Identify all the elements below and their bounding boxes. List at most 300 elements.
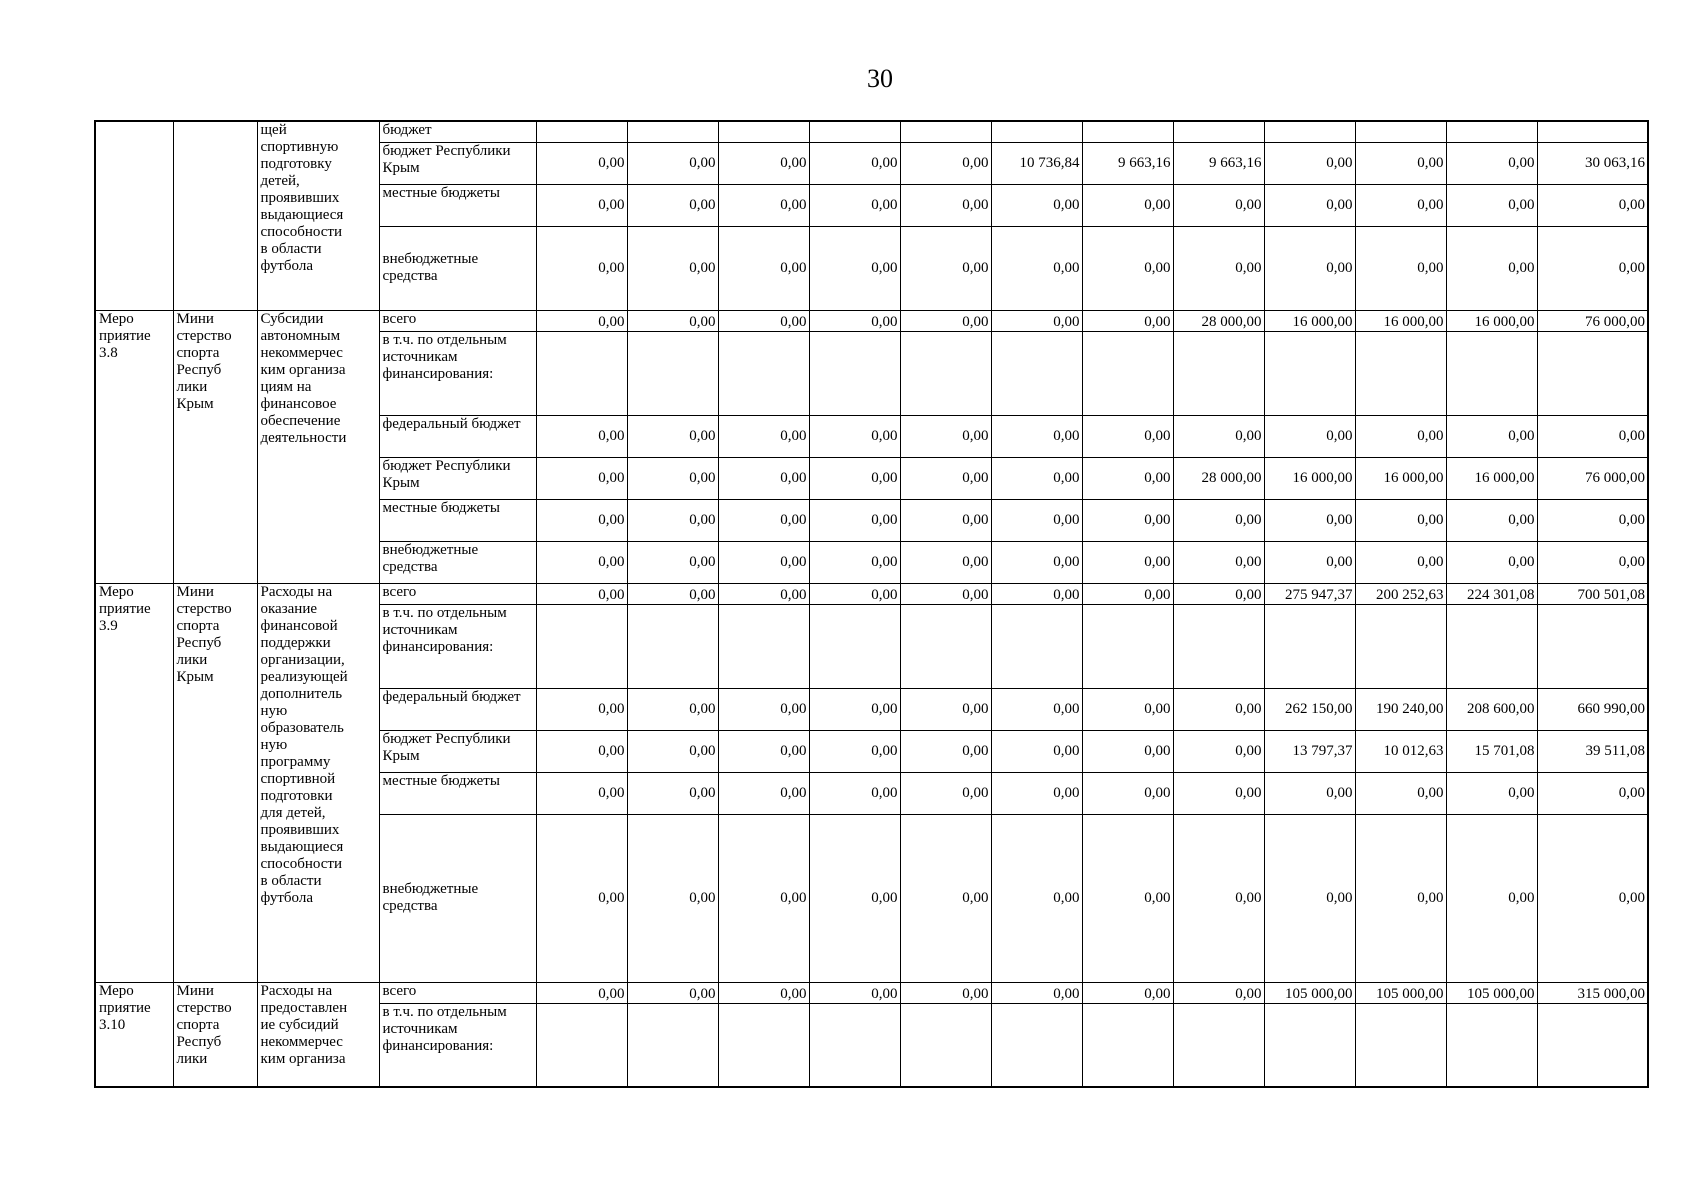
funding-source: в т.ч. по отдельным источникам финансирования: [379, 1003, 536, 1087]
measure-number: Меро [99, 982, 134, 999]
value-cell: 0,00 [536, 772, 627, 814]
value-cell: 0,00 [1173, 541, 1264, 583]
value-cell: 30 063,16 [1537, 142, 1648, 184]
value-cell: 0,00 [900, 142, 991, 184]
measure-number-cell [95, 310, 173, 583]
measure-name: ную [260, 702, 288, 719]
value-cell [536, 1003, 627, 1087]
measure-number: приятие [99, 999, 151, 1016]
executor-name: Крым [176, 668, 214, 685]
value-cell: 262 150,00 [1264, 688, 1355, 730]
value-cell: 0,00 [1537, 541, 1648, 583]
value-cell: 0,00 [900, 415, 991, 457]
value-cell: 0,00 [1537, 415, 1648, 457]
value-cell [809, 1003, 900, 1087]
value-cell: 0,00 [1173, 982, 1264, 1003]
measure-number: Меро [99, 310, 134, 327]
value-cell: 16 000,00 [1355, 310, 1446, 331]
value-cell [1082, 604, 1173, 688]
measure-name: выдающиеся [260, 207, 344, 223]
value-cell: 0,00 [1173, 688, 1264, 730]
value-cell [718, 121, 809, 142]
value-cell: 0,00 [900, 730, 991, 772]
funding-source: бюджет Республики Крым [379, 730, 536, 772]
value-cell: 0,00 [991, 583, 1082, 604]
measure-name: детей, [260, 173, 300, 189]
value-cell [1355, 121, 1446, 142]
executor-cell [173, 982, 257, 1087]
value-cell: 28 000,00 [1173, 457, 1264, 499]
value-cell: 0,00 [718, 499, 809, 541]
measure-name: в области [260, 872, 322, 889]
measure-number: 3.8 [99, 344, 118, 361]
value-cell: 0,00 [1264, 541, 1355, 583]
value-cell: 0,00 [900, 457, 991, 499]
value-cell: 0,00 [1173, 730, 1264, 772]
executor-name: Мини [176, 583, 214, 600]
value-cell: 0,00 [1446, 772, 1537, 814]
value-cell: 0,00 [536, 814, 627, 982]
table-row [95, 982, 1648, 1003]
measure-name: образователь [260, 719, 344, 736]
value-cell [627, 1003, 718, 1087]
value-cell: 0,00 [900, 982, 991, 1003]
value-cell: 315 000,00 [1537, 982, 1648, 1003]
value-cell [718, 1003, 809, 1087]
value-cell: 0,00 [1264, 226, 1355, 310]
value-cell: 0,00 [718, 226, 809, 310]
value-cell [1082, 331, 1173, 415]
value-cell: 0,00 [1082, 982, 1173, 1003]
value-cell [1173, 331, 1264, 415]
value-cell: 0,00 [718, 415, 809, 457]
value-cell [1446, 1003, 1537, 1087]
measure-name-cell [257, 583, 379, 982]
value-cell: 0,00 [809, 310, 900, 331]
value-cell: 0,00 [536, 688, 627, 730]
value-cell: 105 000,00 [1264, 982, 1355, 1003]
funding-source: федеральный бюджет [379, 415, 536, 457]
table-row [95, 583, 1648, 604]
value-cell [900, 331, 991, 415]
measure-name: деятельности [260, 429, 347, 446]
value-cell: 0,00 [1355, 499, 1446, 541]
measure-name: футбола [260, 258, 313, 274]
measure-name: Расходы на [260, 982, 333, 999]
value-cell: 13 797,37 [1264, 730, 1355, 772]
value-cell: 0,00 [991, 730, 1082, 772]
value-cell [991, 1003, 1082, 1087]
value-cell [1537, 1003, 1648, 1087]
value-cell: 0,00 [1537, 184, 1648, 226]
value-cell [991, 604, 1082, 688]
value-cell: 0,00 [1173, 499, 1264, 541]
value-cell: 105 000,00 [1446, 982, 1537, 1003]
value-cell: 0,00 [627, 583, 718, 604]
value-cell: 0,00 [1173, 184, 1264, 226]
value-cell [1446, 121, 1537, 142]
value-cell [1355, 604, 1446, 688]
executor-name: спорта [176, 617, 220, 634]
value-cell: 0,00 [536, 541, 627, 583]
value-cell [1264, 331, 1355, 415]
value-cell: 0,00 [627, 730, 718, 772]
value-cell: 0,00 [900, 226, 991, 310]
value-cell [536, 121, 627, 142]
value-cell: 0,00 [1355, 541, 1446, 583]
measure-number: 3.9 [99, 617, 118, 634]
value-cell: 0,00 [1355, 142, 1446, 184]
value-cell: 0,00 [627, 415, 718, 457]
measure-name: финансовое [260, 395, 337, 412]
value-cell: 0,00 [627, 226, 718, 310]
value-cell: 28 000,00 [1173, 310, 1264, 331]
value-cell: 0,00 [900, 310, 991, 331]
value-cell [1446, 604, 1537, 688]
value-cell: 0,00 [1446, 499, 1537, 541]
value-cell: 0,00 [1082, 730, 1173, 772]
value-cell: 190 240,00 [1355, 688, 1446, 730]
funding-source: бюджет Республики Крым [379, 142, 536, 184]
measure-name: ким организа [260, 1050, 346, 1067]
value-cell: 0,00 [991, 415, 1082, 457]
value-cell: 0,00 [900, 772, 991, 814]
value-cell: 0,00 [718, 541, 809, 583]
measure-name: поддержки [260, 634, 331, 651]
value-cell: 0,00 [627, 499, 718, 541]
financing-table [94, 120, 1649, 1088]
measure-name: щей [260, 122, 287, 138]
measure-name: Расходы на [260, 583, 333, 600]
value-cell: 0,00 [1446, 814, 1537, 982]
measure-name: спортивной [260, 770, 336, 787]
value-cell: 0,00 [1537, 772, 1648, 814]
executor-name: Респуб [176, 361, 222, 378]
value-cell: 0,00 [809, 415, 900, 457]
executor-cell [173, 310, 257, 583]
table-row [95, 121, 1648, 142]
value-cell [536, 331, 627, 415]
value-cell: 0,00 [1173, 415, 1264, 457]
value-cell [1537, 604, 1648, 688]
value-cell: 0,00 [1355, 415, 1446, 457]
value-cell: 0,00 [627, 310, 718, 331]
value-cell: 0,00 [718, 688, 809, 730]
measure-name: Субсидии [260, 310, 324, 327]
measure-name: подготовку [260, 156, 332, 172]
value-cell: 9 663,16 [1082, 142, 1173, 184]
value-cell [1173, 121, 1264, 142]
value-cell: 0,00 [991, 814, 1082, 982]
funding-source: внебюджетные средства [379, 814, 536, 982]
value-cell: 0,00 [718, 310, 809, 331]
value-cell: 0,00 [900, 541, 991, 583]
executor-name: лики [176, 651, 208, 668]
value-cell: 105 000,00 [1355, 982, 1446, 1003]
measure-name: проявивших [260, 190, 340, 206]
value-cell: 0,00 [1082, 457, 1173, 499]
value-cell: 0,00 [809, 583, 900, 604]
value-cell: 0,00 [536, 730, 627, 772]
funding-source: в т.ч. по отдельным источникам финансирования: [379, 604, 536, 688]
value-cell [1355, 1003, 1446, 1087]
value-cell: 0,00 [809, 814, 900, 982]
value-cell: 16 000,00 [1355, 457, 1446, 499]
value-cell [900, 1003, 991, 1087]
value-cell [809, 331, 900, 415]
executor-cell [173, 121, 257, 310]
value-cell [900, 604, 991, 688]
table-row [95, 310, 1648, 331]
value-cell: 0,00 [627, 184, 718, 226]
measure-name: в области [260, 241, 322, 257]
value-cell: 15 701,08 [1446, 730, 1537, 772]
value-cell: 0,00 [1264, 814, 1355, 982]
value-cell: 0,00 [1537, 814, 1648, 982]
measure-number-cell [95, 982, 173, 1087]
measure-name: проявивших [260, 821, 340, 838]
value-cell: 0,00 [536, 982, 627, 1003]
value-cell: 0,00 [1446, 541, 1537, 583]
value-cell: 0,00 [1446, 184, 1537, 226]
value-cell: 0,00 [1355, 184, 1446, 226]
executor-name: стерство [176, 327, 232, 344]
measure-number: 3.10 [99, 1016, 126, 1033]
value-cell: 0,00 [1173, 814, 1264, 982]
measure-name: ким организа [260, 361, 346, 378]
value-cell: 0,00 [1082, 583, 1173, 604]
value-cell: 0,00 [1264, 142, 1355, 184]
value-cell: 16 000,00 [1446, 457, 1537, 499]
value-cell: 0,00 [536, 184, 627, 226]
measure-name: автономным [260, 327, 341, 344]
measure-name: оказание [260, 600, 318, 617]
value-cell: 0,00 [809, 457, 900, 499]
value-cell: 0,00 [1082, 541, 1173, 583]
value-cell: 0,00 [1446, 142, 1537, 184]
measure-name: предоставлен [260, 999, 348, 1016]
value-cell: 0,00 [900, 499, 991, 541]
value-cell: 16 000,00 [1446, 310, 1537, 331]
measure-name: для детей, [260, 804, 326, 821]
value-cell: 0,00 [1173, 226, 1264, 310]
value-cell [1264, 604, 1355, 688]
measure-name-cell [257, 121, 379, 310]
measure-name: выдающиеся [260, 838, 344, 855]
value-cell: 0,00 [1173, 772, 1264, 814]
value-cell [1355, 331, 1446, 415]
executor-name: Респуб [176, 1033, 222, 1050]
value-cell: 275 947,37 [1264, 583, 1355, 604]
measure-name: циям на [260, 378, 312, 395]
value-cell [1082, 121, 1173, 142]
value-cell: 0,00 [536, 415, 627, 457]
page-number: 30 [867, 64, 893, 93]
value-cell: 0,00 [1264, 499, 1355, 541]
funding-source: местные бюджеты [379, 499, 536, 541]
value-cell: 0,00 [991, 457, 1082, 499]
value-cell: 0,00 [1082, 226, 1173, 310]
executor-name: Крым [176, 395, 214, 412]
value-cell [991, 121, 1082, 142]
value-cell: 0,00 [991, 310, 1082, 331]
measure-number: приятие [99, 600, 151, 617]
value-cell: 16 000,00 [1264, 457, 1355, 499]
value-cell: 0,00 [1082, 772, 1173, 814]
value-cell: 0,00 [627, 772, 718, 814]
value-cell: 39 511,08 [1537, 730, 1648, 772]
value-cell: 0,00 [1355, 226, 1446, 310]
value-cell: 0,00 [991, 184, 1082, 226]
value-cell [1173, 1003, 1264, 1087]
value-cell: 0,00 [1264, 184, 1355, 226]
value-cell [627, 604, 718, 688]
value-cell: 700 501,08 [1537, 583, 1648, 604]
value-cell: 0,00 [1264, 415, 1355, 457]
measure-name: реализующей [260, 668, 348, 685]
value-cell: 0,00 [1355, 814, 1446, 982]
value-cell [1537, 121, 1648, 142]
value-cell: 0,00 [718, 142, 809, 184]
measure-name: организации, [260, 651, 345, 668]
value-cell: 76 000,00 [1537, 310, 1648, 331]
value-cell: 0,00 [809, 226, 900, 310]
value-cell: 0,00 [991, 499, 1082, 541]
value-cell: 16 000,00 [1264, 310, 1355, 331]
value-cell: 0,00 [627, 688, 718, 730]
value-cell: 0,00 [718, 982, 809, 1003]
value-cell: 0,00 [536, 310, 627, 331]
measure-name: обеспечение [260, 412, 341, 429]
value-cell: 0,00 [1082, 499, 1173, 541]
value-cell: 76 000,00 [1537, 457, 1648, 499]
value-cell: 0,00 [900, 814, 991, 982]
value-cell: 0,00 [536, 457, 627, 499]
value-cell: 0,00 [536, 583, 627, 604]
value-cell: 0,00 [991, 226, 1082, 310]
executor-name: стерство [176, 999, 232, 1016]
value-cell [627, 121, 718, 142]
value-cell [1537, 331, 1648, 415]
funding-source: внебюджетные средства [379, 541, 536, 583]
value-cell: 0,00 [809, 688, 900, 730]
value-cell: 0,00 [718, 730, 809, 772]
value-cell: 0,00 [991, 982, 1082, 1003]
value-cell: 0,00 [627, 814, 718, 982]
value-cell: 0,00 [718, 184, 809, 226]
funding-source: в т.ч. по отдельным источникам финансирования: [379, 331, 536, 415]
value-cell: 0,00 [809, 982, 900, 1003]
value-cell [718, 604, 809, 688]
value-cell: 0,00 [900, 688, 991, 730]
measure-name: программу [260, 753, 331, 770]
value-cell: 0,00 [991, 541, 1082, 583]
value-cell [1173, 604, 1264, 688]
value-cell [627, 331, 718, 415]
value-cell: 0,00 [1537, 499, 1648, 541]
measure-name: дополнитель [260, 685, 343, 702]
funding-source: федеральный бюджет [379, 688, 536, 730]
value-cell: 0,00 [1446, 415, 1537, 457]
value-cell: 0,00 [718, 457, 809, 499]
value-cell [1082, 1003, 1173, 1087]
measure-number: Меро [99, 583, 134, 600]
measure-number-cell [95, 121, 173, 310]
value-cell: 0,00 [1082, 688, 1173, 730]
value-cell [718, 331, 809, 415]
value-cell: 0,00 [900, 583, 991, 604]
funding-source: всего [379, 982, 536, 1003]
value-cell: 10 012,63 [1355, 730, 1446, 772]
value-cell [809, 121, 900, 142]
value-cell: 0,00 [809, 772, 900, 814]
value-cell: 200 252,63 [1355, 583, 1446, 604]
value-cell: 0,00 [1264, 772, 1355, 814]
value-cell: 660 990,00 [1537, 688, 1648, 730]
value-cell: 0,00 [1082, 310, 1173, 331]
value-cell: 0,00 [627, 457, 718, 499]
value-cell: 0,00 [718, 772, 809, 814]
value-cell [991, 331, 1082, 415]
value-cell: 0,00 [718, 814, 809, 982]
value-cell: 0,00 [991, 688, 1082, 730]
value-cell: 0,00 [536, 142, 627, 184]
measure-name: финансовой [260, 617, 338, 634]
measure-name: способности [260, 855, 342, 872]
value-cell: 0,00 [627, 142, 718, 184]
executor-name: спорта [176, 344, 220, 361]
executor-name: спорта [176, 1016, 220, 1033]
funding-source: бюджет [379, 121, 536, 142]
value-cell [1446, 331, 1537, 415]
value-cell [1264, 121, 1355, 142]
executor-name: Мини [176, 310, 214, 327]
value-cell: 0,00 [809, 730, 900, 772]
value-cell: 0,00 [809, 184, 900, 226]
funding-source: бюджет Республики Крым [379, 457, 536, 499]
value-cell [809, 604, 900, 688]
measure-name: некоммерчес [260, 344, 343, 361]
value-cell: 0,00 [1446, 226, 1537, 310]
value-cell: 0,00 [809, 499, 900, 541]
value-cell: 10 736,84 [991, 142, 1082, 184]
measure-name: некоммерчес [260, 1033, 343, 1050]
value-cell: 0,00 [1355, 772, 1446, 814]
measure-name: спортивную [260, 139, 339, 155]
value-cell: 0,00 [900, 184, 991, 226]
value-cell: 0,00 [536, 499, 627, 541]
value-cell [536, 604, 627, 688]
value-cell: 0,00 [1082, 814, 1173, 982]
measure-name: ную [260, 736, 288, 753]
funding-source: всего [379, 310, 536, 331]
value-cell: 0,00 [718, 583, 809, 604]
executor-name: лики [176, 378, 208, 395]
value-cell [1264, 1003, 1355, 1087]
measure-name: ие субсидий [260, 1016, 339, 1033]
value-cell: 0,00 [1173, 583, 1264, 604]
value-cell: 9 663,16 [1173, 142, 1264, 184]
value-cell [900, 121, 991, 142]
measure-name: подготовки [260, 787, 333, 804]
funding-source: внебюджетные средства [379, 226, 536, 310]
funding-source: всего [379, 583, 536, 604]
value-cell: 0,00 [809, 142, 900, 184]
executor-name: Респуб [176, 634, 222, 651]
funding-source: местные бюджеты [379, 772, 536, 814]
value-cell: 0,00 [627, 982, 718, 1003]
executor-name: стерство [176, 600, 232, 617]
